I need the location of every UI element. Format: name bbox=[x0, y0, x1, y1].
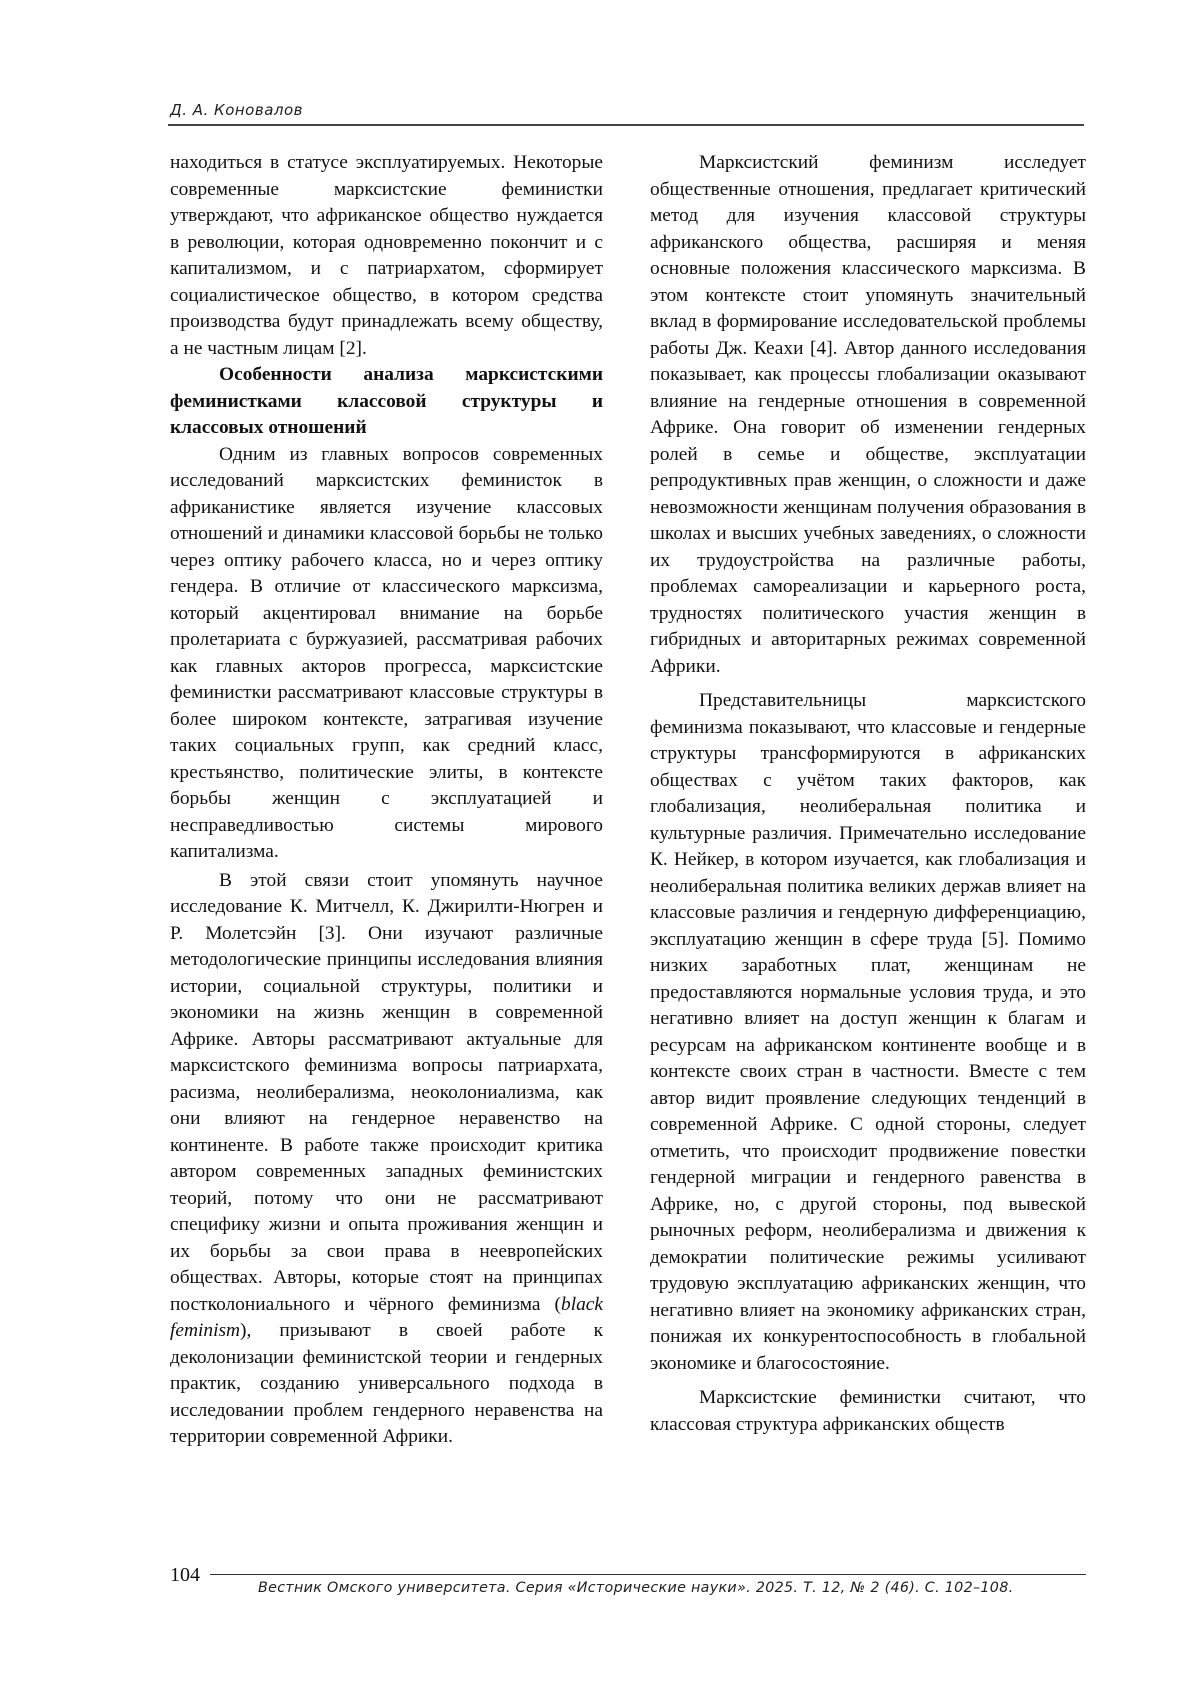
left-paragraph-3-text-a: В этой связи стоит упомянуть научное исследование К. Митчелл, К. Джирилти-Нюгрен и Р. Молетсэйн [3]. Они изучают различные методологические принципы исследования влияния истории, социальной структуры, политики и экономики на жизнь женщин в современной Африке. Авторы рассматривают актуальные для марксистского феминизма вопросы патриархата, расизма, неолиберализма, неоколониализма, как они влияют на гендерное неравенство на континенте. В работе также происходит критика автором современных западных феминистских теорий, потому что они не рассматривают специфику жизни и опыта проживания женщин и их борьбы за свои права в неевропейских обществах. Авторы, которые стоят на принципах постколониального и чёрного феминизма ( bbox=[170, 869, 603, 1315]
left-paragraph-3 bbox=[170, 868, 603, 1451]
italic-term: black feminism bbox=[170, 1293, 603, 1341]
right-paragraph-1: Марксистский феминизм исследует общественные отношения, предлагает критический метод для изучения классовой структуры африканского общества, расширяя и меняя основные положения классического марксизма. В этом контексте стоит упомянуть значительный вклад в формирование исследовательской проблемы работы Дж. Кеахи [4]. Автор данного исследования показывает, как процессы глобализации оказывают влияние на гендерные отношения в современной Африке. Она говорит об изменении гендерных ролей в семье и обществе, эксплуатации репродуктивных прав женщин, о сложности и даже невозможности женщинам получения образования в школах и высших учебных заведениях, о сложности их трудоустройства на различные работы, проблемах самореализации и карьерного роста, трудностях политического участия женщин в гибридных и авторитарных режимах современной Африки. bbox=[650, 152, 1086, 677]
left-column bbox=[170, 150, 603, 1451]
running-head-author: Д. А. Коновалов bbox=[170, 101, 304, 119]
right-column bbox=[650, 150, 1086, 1438]
left-paragraph-3-text-b: ), призывают в своей работе к деколонизации феминистской теории и гендерных практик, созданию универсального подхода в исследовании проблем гендерного неравенства на территории современной Африки. bbox=[170, 1320, 603, 1447]
journal-citation: Вестник Омского университета. Серия «Исторические науки». 2025. Т. 12, № 2 (46). С. 102–108. bbox=[258, 1580, 1014, 1596]
header-rule bbox=[168, 124, 1084, 126]
right-paragraph-3: Марксистские феминистки считают, что классовая структура африканских обществ bbox=[650, 1387, 1086, 1435]
right-paragraph-2: Представительницы марксистского феминизма показывают, что классовые и гендерные структуры трансформируются в африканских обществах с учётом таких факторов, как глобализация, неолиберальная политика и культурные различия. Примечательно исследование К. Нейкер, в котором изучается, как глобализация и неолиберальная политика великих держав влияет на классовые различия и гендерную дифференциацию, эксплуатацию женщин в сфере труда [5]. Помимо низких заработных плат, женщинам не предоставляются нормальные условия труда, и это негативно влияет на доступ женщин к благам и ресурсам на африканском континенте вообще и в контексте своих стран в частности. Вместе с тем автор видит проявление следующих тенденций в современной Африке. С одной стороны, следует отметить, что происходит продвижение повестки гендерной миграции и гендерного равенства в Африке, но, с другой стороны, под вывеской рыночных реформ, неолиберализма и движения к демократии политические режимы усиливают трудовую эксплуатацию африканских женщин, что негативно влияет на экономику африканских стран, понижая их конкурентоспособность в глобальной экономике и благосостояние. bbox=[650, 690, 1086, 1374]
footer-rule bbox=[210, 1574, 1086, 1575]
section-heading: Особенности анализа марксистскими феминистками классовой структуры и классовых отношений bbox=[170, 364, 603, 438]
left-paragraph-2: Одним из главных вопросов современных исследований марксистских феминисток в африканистике является изучение классовых отношений и динамики классовой борьбы не только через оптику рабочего класса, но и через оптику гендера. В отличие от классического марксизма, который акцентировал внимание на борьбе пролетариата с буржуазией, рассматривая рабочих как главных акторов прогресса, марксистские феминистки рассматривают классовые структуры в более широком контексте, затрагивая изучение таких социальных групп, как средний класс, крестьянство, политические элиты, в контексте борьбы женщин с эксплуатацией и несправедливостью системы мирового капитализма. bbox=[170, 443, 603, 862]
left-paragraph-1: находиться в статусе эксплуатируемых. Некоторые современные марксистские феминистки утверждают, что африканское общество нуждается в революции, которая одновременно покончит и с капитализмом, и с патриархатом, сформирует социалистическое общество, в котором средства производства будут принадлежать всему обществу, а не частным лицам [2]. bbox=[170, 152, 603, 359]
page-number: 104 bbox=[170, 1564, 200, 1586]
